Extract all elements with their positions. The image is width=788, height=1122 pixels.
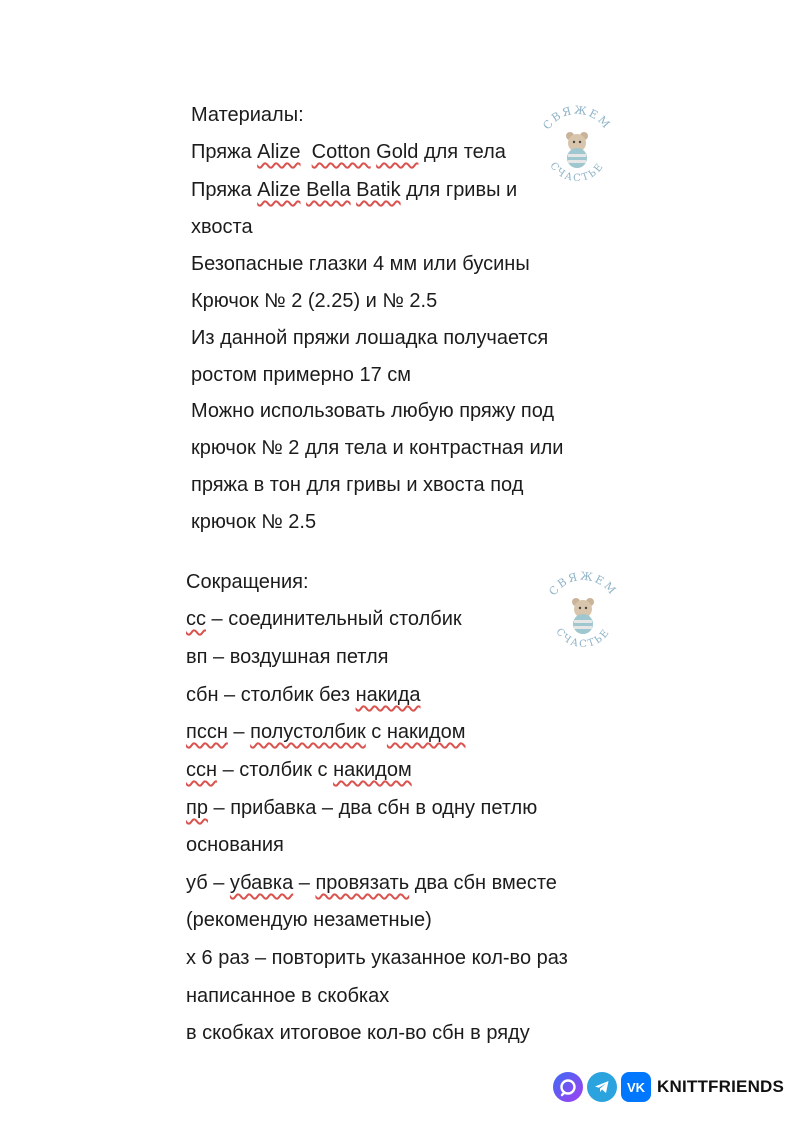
materials-line: Безопасные глазки 4 мм или бусины <box>191 253 530 275</box>
watermark-logo <box>538 568 628 658</box>
materials-line: крючок № 2 для тела и контрастная или <box>191 437 564 459</box>
materials-line: крючок № 2.5 <box>191 511 317 533</box>
svg-text:СВЯЖЕМ: СВЯЖЕМ <box>540 103 614 133</box>
abbreviation-line: пссн – полустолбик с накидом <box>186 721 466 743</box>
abbreviation-line: (рекомендую незаметные) <box>186 909 432 931</box>
abbreviation-line: основания <box>186 834 284 856</box>
abbreviation-line: пр – прибавка – два сбн в одну петлю <box>186 797 538 819</box>
materials-line: Пряжа Alize Cotton Gold для тела <box>191 141 506 163</box>
materials-line: пряжа в тон для гривы и хвоста под <box>191 474 524 496</box>
bear-icon <box>566 132 588 168</box>
abbreviation-line: х 6 раз – повторить указанное кол-во раз <box>186 947 568 969</box>
materials-line: Пряжа Alize Bella Batik для гривы и <box>191 179 518 201</box>
abbreviation-line: ссн – столбик с накидом <box>186 759 412 781</box>
telegram-icon[interactable] <box>587 1072 617 1102</box>
svg-text:СЧАСТЬЕ: СЧАСТЬЕ <box>553 626 613 651</box>
brand-name: KNITTFRIENDS <box>657 1077 785 1096</box>
footer-brand-bar <box>553 1072 784 1102</box>
bear-icon <box>572 598 594 634</box>
materials-heading: Материалы: <box>191 104 304 126</box>
max-icon[interactable] <box>553 1072 583 1102</box>
materials-line: хвоста <box>191 216 253 238</box>
abbreviations-heading: Сокращения: <box>186 571 309 593</box>
abbreviation-line: вп – воздушная петля <box>186 646 389 668</box>
svg-text:СВЯЖЕМ: СВЯЖЕМ <box>546 569 620 599</box>
svg-text:СЧАСТЬЕ: СЧАСТЬЕ <box>547 160 607 185</box>
abbreviation-line: в скобках итоговое кол-во сбн в ряду <box>186 1022 530 1044</box>
abbreviation-line: уб – убавка – провязать два сбн вместе <box>186 872 557 894</box>
vk-icon[interactable]: VK <box>621 1072 651 1102</box>
materials-line: Из данной пряжи лошадка получается <box>191 327 549 349</box>
abbreviation-line: написанное в скобках <box>186 985 390 1007</box>
abbreviation-line: сбн – столбик без накида <box>186 684 421 706</box>
materials-line: ростом примерно 17 см <box>191 364 412 386</box>
materials-line: Крючок № 2 (2.25) и № 2.5 <box>191 290 438 312</box>
materials-line: Можно использовать любую пряжу под <box>191 400 555 422</box>
watermark-logo <box>532 102 622 192</box>
abbreviation-line: сс – соединительный столбик <box>186 608 462 630</box>
